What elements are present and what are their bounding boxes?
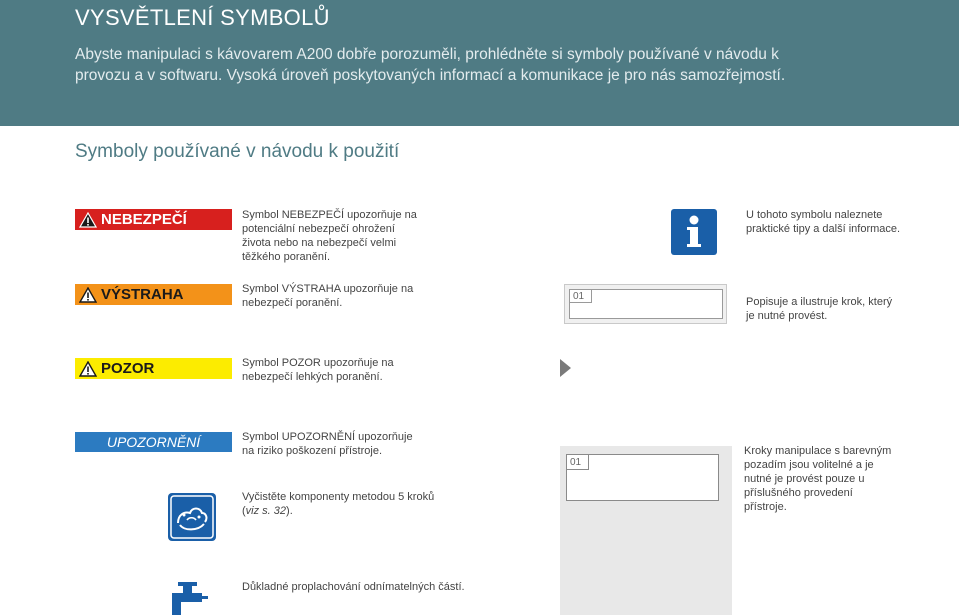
warning-description: Symbol VÝSTRAHA upozorňuje na nebezpečí poranění. bbox=[242, 283, 414, 309]
caution-description: Symbol POZOR upozorňuje na nebezpečí lehkých poranění. bbox=[242, 357, 394, 383]
step-frame bbox=[569, 289, 723, 319]
intro-text: Abyste manipulaci s kávovarem A200 dobře porozuměli, prohlédněte si symboly používané v návodu k provozu a v softwaru. Vysoká úroveň poskytovaných informací a komunikace je pro nás samozřejmostí. bbox=[75, 46, 786, 84]
colored-step-description: Kroky manipulace s barevným pozadím jsou volitelné a je nutné je provést pouze u příslušného provedení přístroje. bbox=[744, 445, 892, 513]
step-number: 01 bbox=[573, 291, 585, 302]
step-number: 01 bbox=[570, 457, 582, 468]
hand-wash-icon bbox=[168, 493, 216, 541]
page-header bbox=[0, 0, 959, 126]
warning-triangle-icon bbox=[79, 361, 97, 377]
play-arrow-icon bbox=[560, 359, 571, 377]
info-icon bbox=[671, 209, 717, 255]
warning-triangle-icon bbox=[79, 212, 97, 228]
step-description: Popisuje a ilustruje krok, který je nutné provést. bbox=[746, 296, 893, 322]
notice-label bbox=[75, 432, 232, 452]
danger-label-text: NEBEZPEČÍ bbox=[101, 211, 187, 228]
warning-label bbox=[75, 284, 232, 305]
page-title: VYSVĚTLENÍ SYMBOLŮ bbox=[75, 5, 330, 30]
section-title: Symboly používané v návodu k použití bbox=[75, 141, 400, 162]
clean-text-end: ). bbox=[286, 505, 293, 517]
warning-triangle-icon bbox=[79, 287, 97, 303]
warning-label-text: VÝSTRAHA bbox=[101, 286, 184, 303]
info-description: U tohoto symbolu naleznete praktické tipy a další informace. bbox=[746, 209, 901, 235]
step-frame bbox=[566, 454, 719, 501]
danger-description: Symbol NEBEZPEČÍ upozorňuje na potenciální nebezpečí ohrožení života nebo na nebezpečí velmi těžkého poranění. bbox=[242, 209, 417, 263]
notice-label-text: UPOZORNĚNÍ bbox=[106, 434, 201, 450]
caution-label-text: POZOR bbox=[101, 360, 155, 377]
clean-text: Vyčistěte komponenty metodou 5 kroků ( bbox=[242, 491, 435, 517]
optional-step-panel bbox=[560, 446, 732, 615]
clean-description bbox=[242, 490, 442, 518]
water-tap-icon bbox=[168, 580, 216, 615]
danger-label bbox=[75, 209, 232, 230]
notice-description: Symbol UPOZORNĚNÍ upozorňuje na riziko poškození přístroje. bbox=[242, 431, 413, 457]
page-reference-link[interactable]: viz s. 32 bbox=[245, 505, 287, 517]
rinse-description: Důkladné proplachování odnímatelných částí. bbox=[242, 581, 465, 593]
caution-label bbox=[75, 358, 232, 379]
step-example-box bbox=[564, 284, 727, 324]
